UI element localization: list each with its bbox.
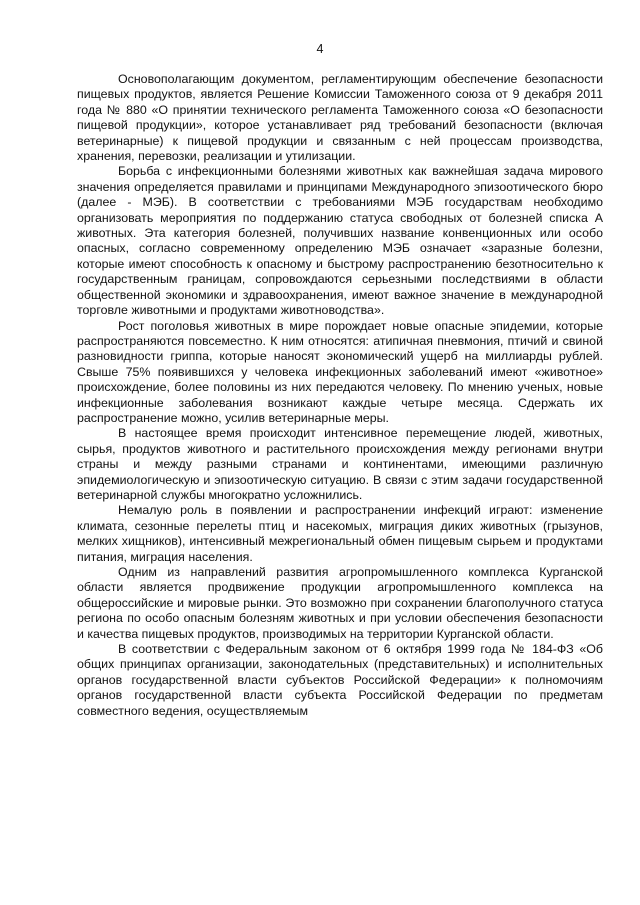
paragraph-3: Рост поголовья животных в мире порождает новые опасные эпидемии, которые распространяются повсеместно. К ним относятся: атипичная пневмония, птичий и свиной разновидности гриппа, которые наносят экономический ущерб на миллиарды рублей. Свыше 75% появившихся у человека инфекционных заболеваний имеют «животное» происхождение, более половины из них передаются человеку. По мнению ученых, новые инфекционные заболевания возникают каждые четыре месяца. Сдержать их распространение можно, усилив ветеринарные меры. bbox=[77, 318, 603, 425]
paragraph-2: Борьба с инфекционными болезнями животных как важнейшая задача мирового значения определяется правилами и принципами Международного эпизоотического бюро (далее - МЭБ). В соответствии с требованиями МЭБ государствам необходимо организовать мероприятия по поддержанию статуса свободных от болезней списка А животных. Эта категория болезней, получивших название конвенционных или особо опасных, согласно современному определению МЭБ означает «заразные болезни, которые имеют способность к опасному и быстрому распространению безотносительно к государственным границам, сопровождаются серьезными последствиями в области общественной экономики и здравоохранения, имеют важное значение в международной торговле животными и продуктами животноводства». bbox=[77, 164, 603, 318]
paragraph-7: В соответствии с Федеральным законом от 6 октября 1999 года № 184-ФЗ «Об общих принципах организации, законодательных (представительных) и исполнительных органов государственной власти субъектов Российской Федерации» к полномочиям органов государственной власти субъекта Российской Федерации по предметам совместного ведения, осуществляемым bbox=[77, 642, 603, 718]
paragraph-4: В настоящее время происходит интенсивное перемещение людей, животных, сырья, продуктов животного и растительного происхождения между регионами внутри страны и между разными странами и континентами, имеющими различную эпидемиологическую и эпизоотическую ситуацию. В связи с этим задачи государственной ветеринарной службы многократно усложнились. bbox=[77, 426, 603, 502]
page-number: 4 bbox=[316, 42, 324, 56]
paragraph-1: Основополагающим документом, регламентирующим обеспечение безопасности пищевых продуктов, является Решение Комиссии Таможенного союза от 9 декабря 2011 года № 880 «О принятии технического регламента Таможенного союза «О безопасности пищевой продукции», которое устанавливает ряд требований безопасности (включая ветеринарные) к пищевой продукции и связанным с ней процессам производства, хранения, перевозки, реализации и утилизации. bbox=[77, 72, 603, 164]
paragraph-5: Немалую роль в появлении и распространении инфекций играют: изменение климата, сезонные перелеты птиц и насекомых, миграция диких животных (грызунов, мелких хищников), интенсивный межрегиональный обмен пищевым сырьем и продуктами питания, миграция населения. bbox=[77, 503, 603, 564]
document-body bbox=[77, 72, 603, 719]
paragraph-6: Одним из направлений развития агропромышленного комплекса Курганской области является продвижение продукции агропромышленного комплекса на общероссийские и мировые рынки. Это возможно при сохранении благополучного статуса региона по особо опасным болезням животных и при условии обеспечения безопасности и качества пищевых продуктов, производимых на территории Курганской области. bbox=[77, 565, 603, 641]
